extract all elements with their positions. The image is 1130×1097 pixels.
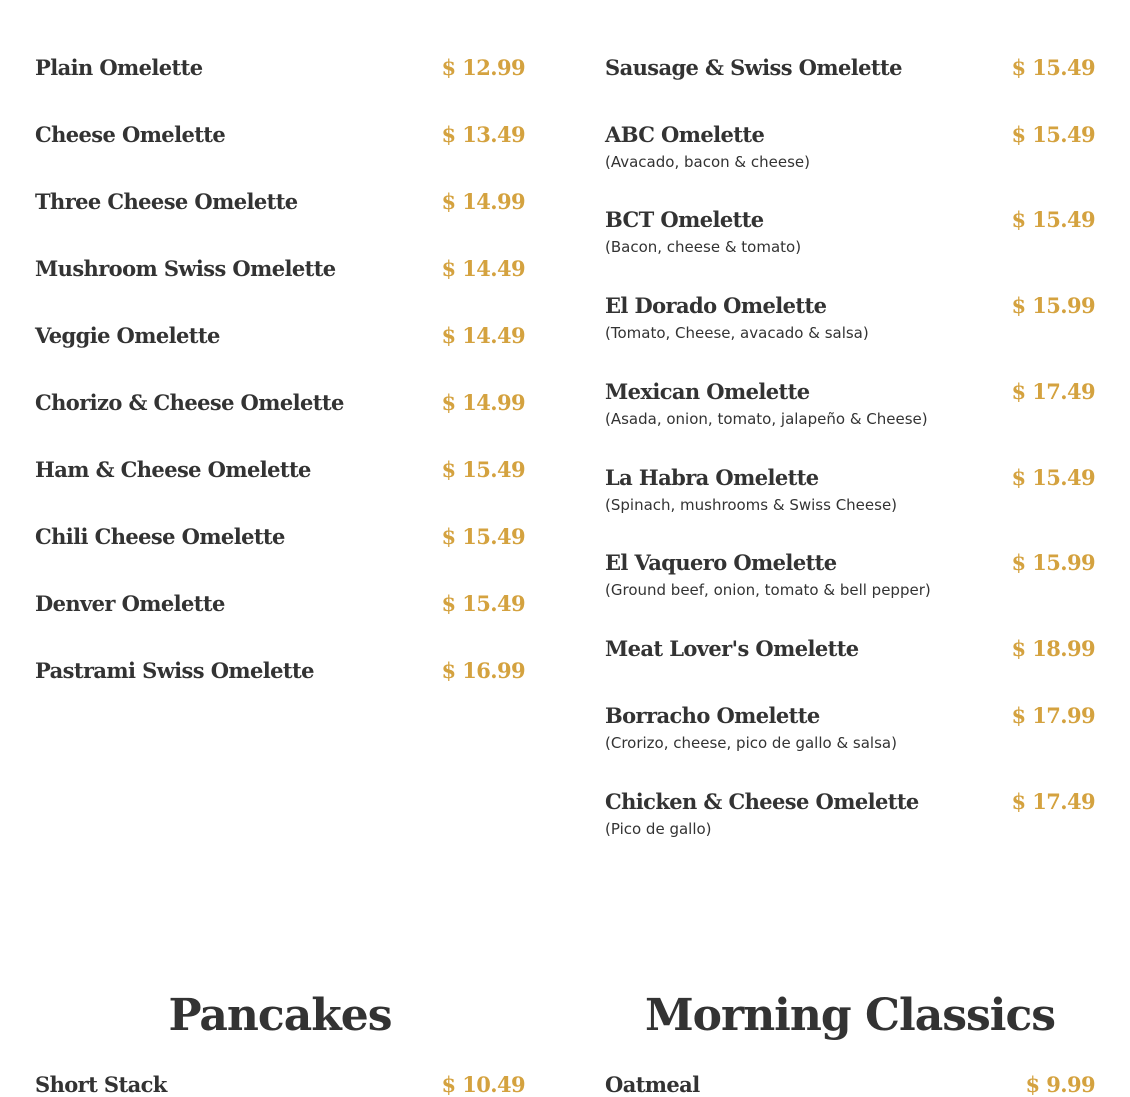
menu-item (605, 122, 1095, 171)
menu-item (35, 323, 525, 348)
item-name: Veggie Omelette (35, 323, 220, 348)
item-price: $ 15.49 (441, 457, 525, 482)
item-price: $ 17.99 (1011, 703, 1095, 728)
item-name: Chicken & Cheese Omelette (605, 789, 919, 814)
item-price: $ 15.99 (1011, 550, 1095, 575)
menu-item (605, 1072, 1095, 1097)
item-name: Sausage & Swiss Omelette (605, 55, 902, 80)
item-name: Denver Omelette (35, 591, 225, 616)
item-name: BCT Omelette (605, 207, 764, 232)
item-price: $ 9.99 (1025, 1072, 1095, 1097)
item-price: $ 15.49 (441, 524, 525, 549)
item-price: $ 16.99 (441, 658, 525, 683)
menu-item (605, 293, 1095, 342)
item-description: (Spinach, mushrooms & Swiss Cheese) (605, 496, 898, 514)
item-name: Ham & Cheese Omelette (35, 457, 311, 482)
item-price: $ 17.49 (1011, 789, 1095, 814)
menu-item (605, 789, 1095, 838)
item-price: $ 17.49 (1011, 379, 1095, 404)
item-price: $ 15.49 (1011, 55, 1095, 80)
item-description: (Pico de gallo) (605, 820, 712, 838)
menu-item (605, 55, 1095, 80)
item-name: Meat Lover's Omelette (605, 636, 859, 661)
item-name: Cheese Omelette (35, 122, 226, 147)
item-name: Three Cheese Omelette (35, 189, 298, 214)
menu-item (35, 55, 525, 80)
item-name: El Vaquero Omelette (605, 550, 837, 575)
menu-item (35, 256, 525, 281)
item-name: Oatmeal (605, 1072, 700, 1097)
item-description: (Asada, onion, tomato, jalapeño & Cheese) (605, 410, 928, 428)
item-name: Pastrami Swiss Omelette (35, 658, 314, 683)
item-name: ABC Omelette (605, 122, 765, 147)
item-name: Short Stack (35, 1072, 167, 1097)
item-description: (Crorizo, cheese, pico de gallo & salsa) (605, 734, 897, 752)
item-price: $ 14.49 (441, 323, 525, 348)
menu-item (35, 1072, 525, 1097)
item-name: La Habra Omelette (605, 465, 819, 490)
item-description: (Ground beef, onion, tomato & bell pepper) (605, 581, 931, 599)
item-price: $ 15.49 (441, 591, 525, 616)
section-title-morning-classics: Morning Classics (644, 990, 1056, 1041)
menu-item (605, 703, 1095, 752)
item-price: $ 10.49 (441, 1072, 525, 1097)
item-name: Plain Omelette (35, 55, 203, 80)
item-name: Chorizo & Cheese Omelette (35, 390, 344, 415)
item-name: Chili Cheese Omelette (35, 524, 285, 549)
menu-item (35, 457, 525, 482)
item-description: (Avacado, bacon & cheese) (605, 153, 810, 171)
item-price: $ 14.49 (441, 256, 525, 281)
menu-item (35, 189, 525, 214)
item-name: Mexican Omelette (605, 379, 810, 404)
menu-item (605, 636, 1095, 661)
menu-item (35, 524, 525, 549)
menu-item (605, 465, 1095, 514)
menu-item (605, 379, 1095, 428)
item-price: $ 13.49 (441, 122, 525, 147)
item-description: (Bacon, cheese & tomato) (605, 238, 802, 256)
menu-item (605, 207, 1095, 256)
item-price: $ 14.99 (441, 390, 525, 415)
section-title-pancakes: Pancakes (168, 990, 392, 1041)
item-name: Borracho Omelette (605, 703, 820, 728)
item-price: $ 15.49 (1011, 122, 1095, 147)
item-name: El Dorado Omelette (605, 293, 827, 318)
item-name: Mushroom Swiss Omelette (35, 256, 336, 281)
item-price: $ 15.49 (1011, 207, 1095, 232)
item-price: $ 12.99 (441, 55, 525, 80)
menu-item (35, 591, 525, 616)
item-price: $ 18.99 (1011, 636, 1095, 661)
item-price: $ 15.49 (1011, 465, 1095, 490)
menu-item (35, 122, 525, 147)
item-price: $ 14.99 (441, 189, 525, 214)
menu-item (35, 658, 525, 683)
item-price: $ 15.99 (1011, 293, 1095, 318)
item-description: (Tomato, Cheese, avacado & salsa) (605, 324, 869, 342)
menu-item (35, 390, 525, 415)
menu-item (605, 550, 1095, 599)
